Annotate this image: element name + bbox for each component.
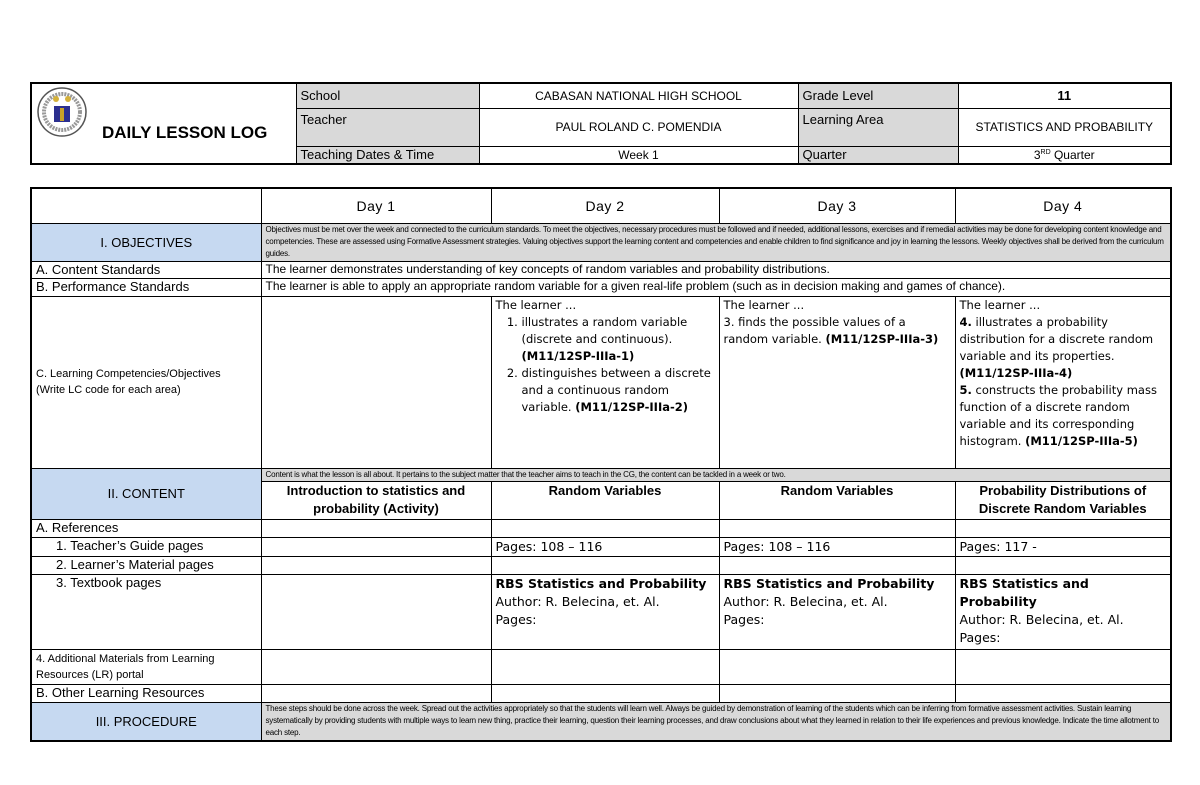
performance-standards-text: The learner is able to apply an appropriate random variable for a given real-life problem (such as in decision making and games of chance). xyxy=(261,278,1171,296)
procedure-note: These steps should be done across the week. Spread out the activities appropriately so that the students will learn well. Always be guided by demonstration of learning of the students which can be inferring from formative assessment activities. Sustain learning systematically by providing students with multiple ways to learn new thing, practice their learning, question their learning processes, and draw conclusions about what they learned in relation to their life experiences and previous knowledge. Indicate the time allotment to each step. xyxy=(261,702,1171,741)
objectives-note: Objectives must be met over the week and connected to the curriculum standards. To meet the objectives, necessary procedures must be followed and if needed, additional lessons, exercises and if remedial activities may be done for developing content knowledge and competencies. These are assessed using Formative Assessment strategies. Valuing objectives support the learning content and competencies and enable children to find significance and joy in learning the lessons. Weekly objectives shall be derived from the curriculum guides. xyxy=(261,223,1171,261)
school-value: CABASAN NATIONAL HIGH SCHOOL xyxy=(479,83,798,108)
competencies-label-line1: C. Learning Competencies/Objectives xyxy=(36,368,221,380)
textbook-author: Author: R. Belecina, et. Al. xyxy=(495,593,660,609)
lc-code: (M11/12SP-IIIa-2) xyxy=(575,399,689,414)
item-number: 5. xyxy=(959,382,972,397)
learning-area-label: Learning Area xyxy=(798,108,958,146)
learning-area-value: STATISTICS AND PROBABILITY xyxy=(958,108,1171,146)
other-resources-label: B. Other Learning Resources xyxy=(31,684,261,702)
textbook-day-3 xyxy=(719,574,955,649)
competencies-label xyxy=(31,296,261,468)
day-3-header: Day 3 xyxy=(719,188,955,223)
tg-day-2: Pages: 108 – 116 xyxy=(491,537,719,556)
tg-day-1 xyxy=(261,537,491,556)
textbook-title: RBS Statistics and Probability xyxy=(959,575,1089,609)
lc-code: (M11/12SP-IIIa-3) xyxy=(825,331,939,346)
teachers-guide-label: 1. Teacher’s Guide pages xyxy=(31,537,261,556)
day-4-header: Day 4 xyxy=(955,188,1171,223)
day-2-header: Day 2 xyxy=(491,188,719,223)
lc-code: (M11/12SP-IIIa-5) xyxy=(1025,433,1138,448)
competencies-day-3 xyxy=(719,296,955,468)
textbook-author: Author: R. Belecina, et. Al. xyxy=(723,593,888,609)
teacher-value: PAUL ROLAND C. POMENDIA xyxy=(479,108,798,146)
quarter-number: 3 xyxy=(1033,147,1041,162)
content-topic-day-2: Random Variables xyxy=(491,481,719,519)
procedure-heading: III. PROCEDURE xyxy=(31,702,261,741)
textbook-title: RBS Statistics and Probability xyxy=(495,575,707,591)
lc-code: (M11/12SP-IIIa-4) xyxy=(959,365,1073,380)
textbook-pages: Pages: xyxy=(723,611,765,627)
competencies-day-4 xyxy=(955,296,1171,468)
content-standards-text: The learner demonstrates understanding of key concepts of random variables and probability distributions. xyxy=(261,261,1171,278)
textbook-label: 3. Textbook pages xyxy=(31,574,261,649)
quarter-value xyxy=(958,146,1171,164)
textbook-author: Author: R. Belecina, et. Al. xyxy=(959,611,1124,627)
learners-material-label: 2. Learner’s Material pages xyxy=(31,556,261,574)
dates-value: Week 1 xyxy=(479,146,798,164)
content-topic-day-3: Random Variables xyxy=(719,481,955,519)
textbook-day-2 xyxy=(491,574,719,649)
lc-code: (M11/12SP-IIIa-1) xyxy=(521,348,635,363)
learner-intro: The learner ... xyxy=(959,297,1041,312)
teacher-label: Teacher xyxy=(296,108,479,146)
additional-materials-label: 4. Additional Materials from Learning Resources (LR) portal xyxy=(31,649,261,684)
tg-day-3: Pages: 108 – 116 xyxy=(719,537,955,556)
competency-text: distinguishes between a discrete and a continuous random variable. xyxy=(521,365,711,414)
competency-text: illustrates a random variable (discrete and continuous). xyxy=(521,314,688,346)
performance-standards-label: B. Performance Standards xyxy=(31,278,261,296)
competency-item xyxy=(522,365,715,416)
lesson-log-table xyxy=(30,187,1172,742)
competency-item xyxy=(522,314,715,365)
learner-intro: The learner ... xyxy=(723,297,805,312)
grade-label: Grade Level xyxy=(798,83,958,108)
content-topic-day-4: Probability Distributions of Discrete Random Variables xyxy=(955,481,1171,519)
competencies-label-line2: (Write LC code for each area) xyxy=(36,384,181,396)
header-table xyxy=(30,82,1172,165)
competency-text: constructs the probability mass function of a discrete random variable and its corresponding histogram. xyxy=(959,382,1157,448)
textbook-pages: Pages: xyxy=(959,629,1001,645)
quarter-suffix: RD xyxy=(1040,148,1051,156)
textbook-title: RBS Statistics and Probability xyxy=(723,575,935,591)
document-title: DAILY LESSON LOG xyxy=(102,122,268,142)
competency-text: illustrates a probability distribution for a discrete random variable and its properties. xyxy=(959,314,1154,363)
content-topic-day-1: Introduction to statistics and probability (Activity) xyxy=(261,481,491,519)
grade-value: 11 xyxy=(958,83,1171,108)
tg-day-4: Pages: 117 - xyxy=(955,537,1171,556)
competency-text: 3. finds the possible values of a random variable. xyxy=(723,314,906,346)
school-label: School xyxy=(296,83,479,108)
objectives-heading: I. OBJECTIVES xyxy=(31,223,261,261)
days-header-row xyxy=(31,188,1171,223)
quarter-label: Quarter xyxy=(798,146,958,164)
day-1-header: Day 1 xyxy=(261,188,491,223)
content-heading: II. CONTENT xyxy=(31,468,261,519)
quarter-word: Quarter xyxy=(1050,147,1095,162)
competencies-day-1 xyxy=(261,296,491,468)
learner-intro: The learner ... xyxy=(495,297,577,312)
item-number: 4. xyxy=(959,314,972,329)
content-note: Content is what the lesson is all about. It pertains to the subject matter that the teacher aims to teach in the CG, the content can be tackled in a week or two. xyxy=(261,468,1171,481)
competencies-day-2 xyxy=(491,296,719,468)
content-standards-label: A. Content Standards xyxy=(31,261,261,278)
textbook-pages: Pages: xyxy=(495,611,537,627)
dates-label: Teaching Dates & Time xyxy=(296,146,479,164)
textbook-day-4 xyxy=(955,574,1171,649)
references-label: A. References xyxy=(31,519,261,537)
